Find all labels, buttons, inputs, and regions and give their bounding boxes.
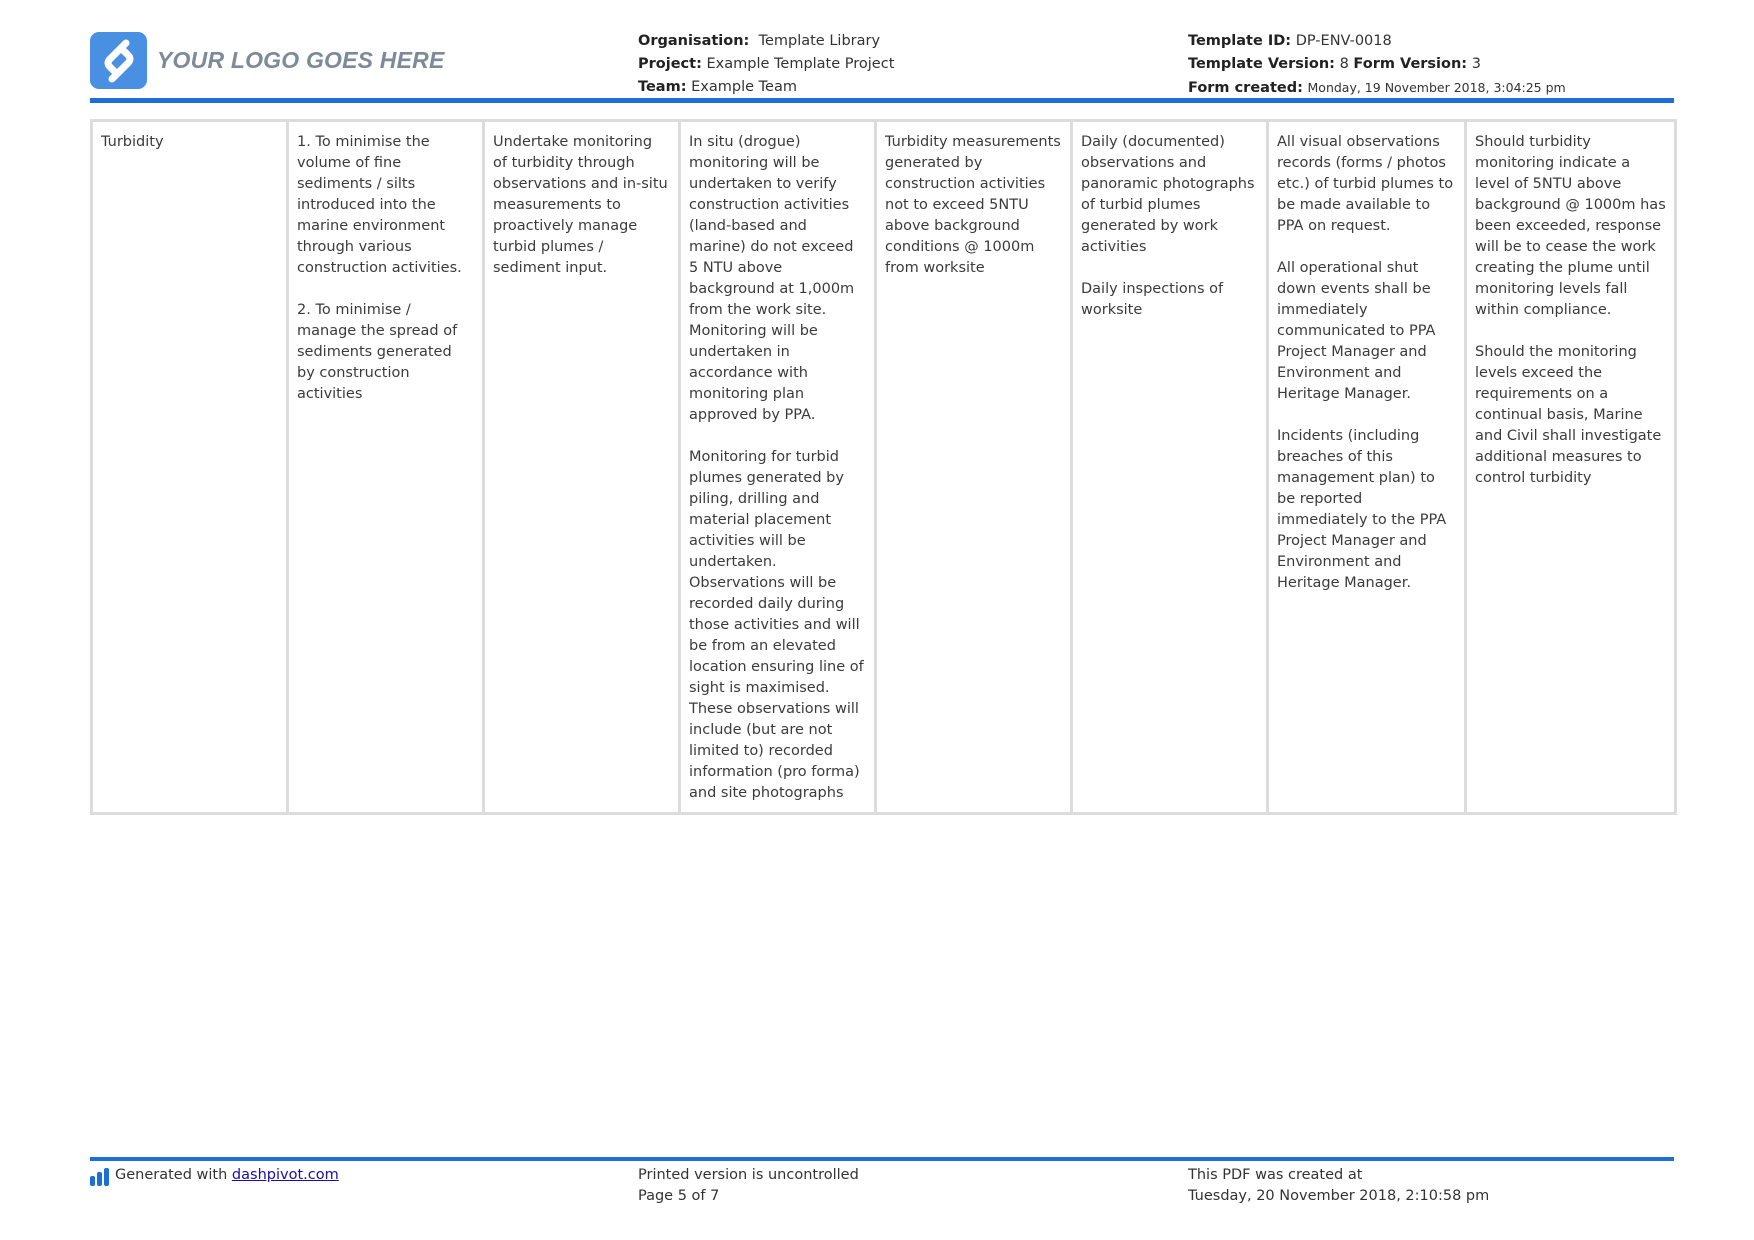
- print-info: [638, 1165, 859, 1207]
- organisation-line: [638, 30, 894, 53]
- project-value: Example Template Project: [706, 56, 895, 72]
- form-version-label: Form Version:: [1353, 56, 1468, 72]
- dashpivot-bars-icon: [90, 1168, 109, 1186]
- template-id-value: DP-ENV-0018: [1295, 33, 1392, 49]
- cell-strategy: Undertake monitoring of turbidity through observations and in-situ measurements to proactively manage turbid plumes / sediment input.: [484, 121, 680, 814]
- page-info: Page 5 of 7: [638, 1188, 720, 1204]
- cell-objectives: 1. To minimise the volume of fine sediments / silts introduced into the marine environment through various construction activities. 2. To minimise / manage the spread of sediments generated by construction activities: [288, 121, 484, 814]
- printed-notice: Printed version is uncontrolled: [638, 1167, 859, 1183]
- cell-aspect: Turbidity: [92, 121, 288, 814]
- logo-text: YOUR LOGO GOES HERE: [157, 47, 445, 73]
- page-header: [90, 28, 1674, 100]
- cell-reporting: All visual observations records (forms / photos etc.) of turbid plumes to be made available to PPA on request. All operational shut down events shall be immediately communicated to PPA Project Manager and Environment and Heritage Manager. Incidents (including breaches of this management plan) to be reported immediately to the PPA Project Manager and Environment and Heritage Manager.: [1268, 121, 1466, 814]
- team-value: Example Team: [691, 79, 797, 95]
- dashpivot-link[interactable]: dashpivot.com: [231, 1167, 339, 1183]
- template-meta: [1188, 30, 1566, 100]
- table-row: [92, 121, 1676, 814]
- cell-criteria: Turbidity measurements generated by construction activities not to exceed 5NTU above background conditions @ 1000m from worksite: [876, 121, 1072, 814]
- header-divider: [90, 98, 1674, 103]
- organisation-value: Template Library: [758, 33, 881, 49]
- pdf-created: [1188, 1165, 1489, 1207]
- cell-frequency: Daily (documented) observations and panoramic photographs of turbid plumes generated by work activities Daily inspections of worksite: [1072, 121, 1268, 814]
- template-id-line: [1188, 30, 1566, 53]
- management-plan-table: [90, 119, 1674, 801]
- project-meta: [638, 30, 894, 99]
- template-version-label: Template Version:: [1188, 56, 1335, 72]
- form-created-line: [1188, 76, 1566, 100]
- logo-icon: [90, 32, 147, 89]
- team-line: [638, 76, 894, 99]
- team-label: Team:: [638, 79, 687, 95]
- template-id-label: Template ID:: [1188, 33, 1292, 49]
- company-logo: [90, 32, 445, 89]
- project-label: Project:: [638, 56, 702, 72]
- generated-prefix: Generated with: [115, 1167, 228, 1183]
- form-created-value: Monday, 19 November 2018, 3:04:25 pm: [1307, 80, 1566, 95]
- plan-table: [90, 119, 1677, 815]
- cell-monitoring: In situ (drogue) monitoring will be undertaken to verify construction activities (land-based and marine) do not exceed 5 NTU above background at 1,000m from the work site. Monitoring will be undertaken in accordance with monitoring plan approved by PPA. Monitoring for turbid plumes generated by piling, drilling and material placement activities will be undertaken. Observations will be recorded daily during those activities and will be from an elevated location ensuring line of sight is maximised. These observations will include (but are not limited to) recorded information (pro forma) and site photographs: [680, 121, 876, 814]
- form-version-value: 3: [1471, 56, 1481, 72]
- pdf-created-label: This PDF was created at: [1188, 1167, 1363, 1183]
- footer-divider: [90, 1157, 1674, 1161]
- cell-response: Should turbidity monitoring indicate a level of 5NTU above background @ 1000m has been exceeded, response will be to cease the work creating the plume until monitoring levels fall within compliance. Should the monitoring levels exceed the requirements on a continual basis, Marine and Civil shall investigate additional measures to control turbidity: [1466, 121, 1676, 814]
- organisation-label: Organisation:: [638, 33, 750, 49]
- generated-with: [90, 1165, 339, 1186]
- pdf-created-value: Tuesday, 20 November 2018, 2:10:58 pm: [1188, 1188, 1490, 1204]
- template-version-value: 8: [1339, 56, 1349, 72]
- version-line: [1188, 53, 1566, 76]
- form-created-label: Form created:: [1188, 80, 1303, 96]
- project-line: [638, 53, 894, 76]
